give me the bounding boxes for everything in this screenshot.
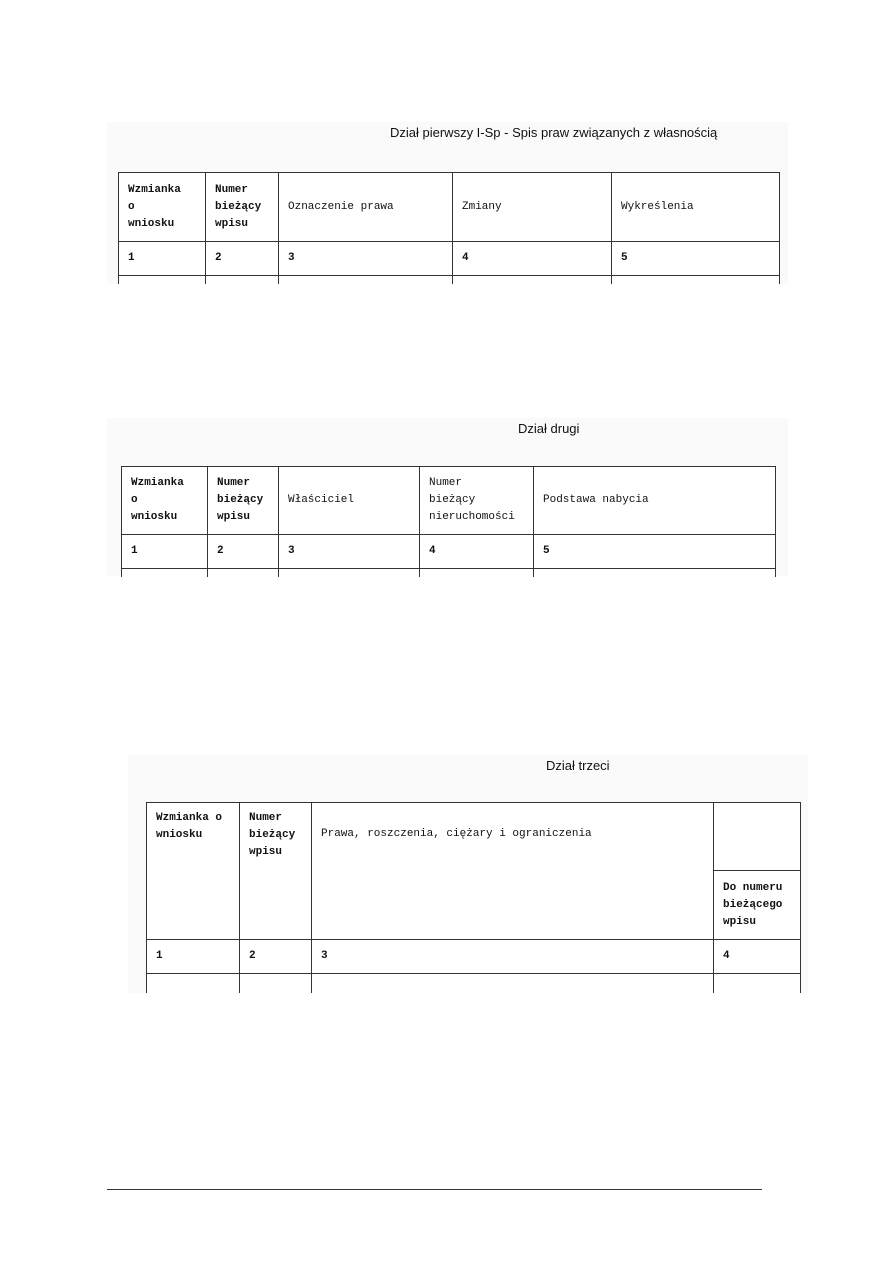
section3-header-cell: Wzmianka o wniosku bbox=[147, 803, 240, 940]
section1-table bbox=[118, 172, 780, 284]
section3-empty-cell bbox=[147, 974, 240, 993]
section2-empty-cell bbox=[534, 569, 776, 577]
section1-number-cell: 3 bbox=[279, 242, 453, 276]
section1-empty-cell bbox=[206, 276, 279, 284]
section2-header-cell: Numer bieżący nieruchomości bbox=[420, 467, 534, 535]
section2-empty-cell bbox=[208, 569, 279, 577]
section1-header-cell: Zmiany bbox=[453, 173, 612, 242]
section3-header-empty-cell bbox=[714, 803, 801, 871]
section2-number-cell: 1 bbox=[122, 535, 208, 569]
section1-number-cell: 5 bbox=[612, 242, 780, 276]
section3-header-cell: Do numeru bieżącego wpisu bbox=[714, 871, 801, 940]
section2-empty-row bbox=[122, 569, 776, 577]
section1-empty-row bbox=[119, 276, 780, 284]
section2-empty-cell bbox=[279, 569, 420, 577]
section1-empty-cell bbox=[453, 276, 612, 284]
section2-empty-cell bbox=[420, 569, 534, 577]
section3-empty-row bbox=[147, 974, 801, 993]
section3-number-cell: 3 bbox=[312, 940, 714, 974]
section1-header-cell: Oznaczenie prawa bbox=[279, 173, 453, 242]
section3-empty-cell bbox=[312, 974, 714, 993]
section3-number-cell: 4 bbox=[714, 940, 801, 974]
section1-number-cell: 2 bbox=[206, 242, 279, 276]
section1-empty-cell bbox=[612, 276, 780, 284]
section2-header-cell: Właściciel bbox=[279, 467, 420, 535]
section2-header-cell: Numer bieżący wpisu bbox=[208, 467, 279, 535]
section3-number-cell: 2 bbox=[240, 940, 312, 974]
section2-number-cell: 3 bbox=[279, 535, 420, 569]
section2-title: Dział drugi bbox=[518, 421, 580, 436]
section1-title: Dział pierwszy I-Sp - Spis praw związanych z własnością bbox=[390, 125, 718, 140]
section2-number-cell: 5 bbox=[534, 535, 776, 569]
section2-table bbox=[121, 466, 776, 577]
section2-number-cell: 4 bbox=[420, 535, 534, 569]
section1-header-row bbox=[119, 173, 780, 242]
section1-number-row bbox=[119, 242, 780, 276]
section3-header-cell: Numer bieżący wpisu bbox=[240, 803, 312, 940]
section1-header-cell: Wykreślenia bbox=[612, 173, 780, 242]
section3-empty-cell bbox=[240, 974, 312, 993]
section1-empty-cell bbox=[119, 276, 206, 284]
section1-empty-cell bbox=[279, 276, 453, 284]
section2-header-row bbox=[122, 467, 776, 535]
section1-number-cell: 4 bbox=[453, 242, 612, 276]
section2-number-row bbox=[122, 535, 776, 569]
footer-divider bbox=[107, 1189, 762, 1190]
section3-table bbox=[146, 802, 801, 993]
section2-number-cell: 2 bbox=[208, 535, 279, 569]
section1-header-cell: Wzmianka o wniosku bbox=[119, 173, 206, 242]
section3-title: Dział trzeci bbox=[546, 758, 610, 773]
section2-header-cell: Wzmianka o wniosku bbox=[122, 467, 208, 535]
section2-empty-cell bbox=[122, 569, 208, 577]
section3-header-row bbox=[147, 803, 801, 871]
section3-header-cell: Prawa, roszczenia, ciężary i ograniczenia bbox=[312, 803, 714, 940]
section1-header-cell: Numer bieżący wpisu bbox=[206, 173, 279, 242]
section1-number-cell: 1 bbox=[119, 242, 206, 276]
section3-empty-cell bbox=[714, 974, 801, 993]
section3-number-cell: 1 bbox=[147, 940, 240, 974]
section2-header-cell: Podstawa nabycia bbox=[534, 467, 776, 535]
section3-number-row bbox=[147, 940, 801, 974]
